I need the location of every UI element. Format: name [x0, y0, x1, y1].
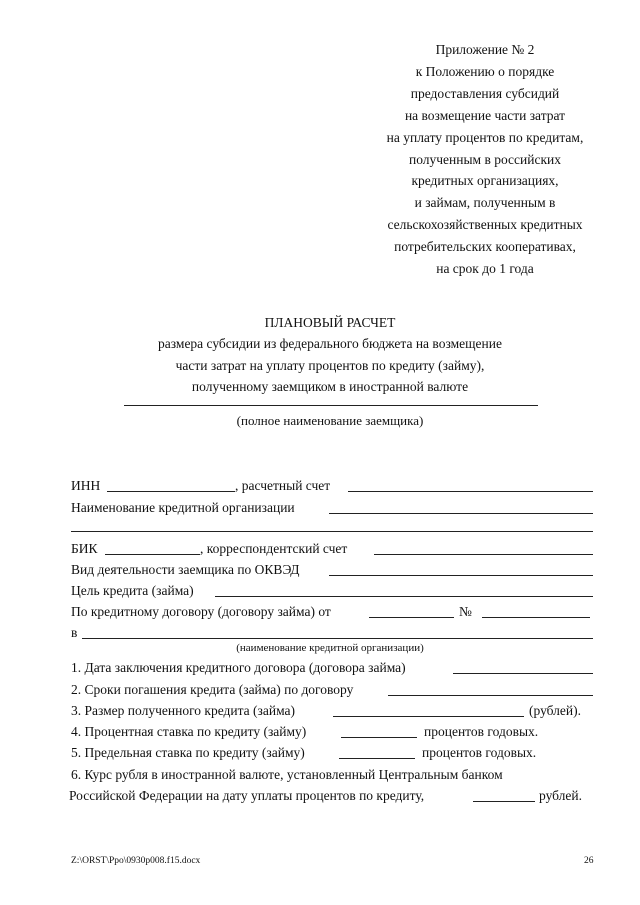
footer-file-path: Z:\ORST\Ppo\0930p008.f15.docx	[71, 856, 201, 866]
appendix-header	[335, 39, 635, 280]
title-line: части затрат на уплату процентов по кредиту (займу),	[175, 357, 485, 373]
purpose-field[interactable]	[215, 596, 593, 597]
credit-org-name-field[interactable]	[82, 638, 593, 639]
inn-row	[71, 477, 596, 495]
borrower-name-field[interactable]	[124, 405, 538, 406]
appendix-line: Приложение № 2	[435, 42, 535, 57]
credit-org-field[interactable]	[329, 513, 593, 514]
item-4-row	[71, 723, 596, 741]
item-6-suffix: рублей.	[539, 788, 583, 803]
item-5-label: 5. Предельная ставка по кредиту (займу)	[71, 745, 305, 760]
item-1-label: 1. Дата заключения кредитного договора (договора займа)	[71, 660, 406, 675]
account-field[interactable]	[348, 491, 593, 492]
account-label: , расчетный счет	[235, 478, 331, 493]
bik-field[interactable]	[105, 554, 200, 555]
purpose-row	[71, 582, 596, 600]
corr-account-label: , корреспондентский счет	[200, 541, 348, 556]
loan-amount-field[interactable]	[333, 716, 524, 717]
item-6-label-2: Российской Федерации на дату уплаты процентов по кредиту,	[69, 788, 425, 803]
title-line: размера субсидии из федерального бюджета на возмещение	[158, 336, 502, 352]
item-2-label: 2. Сроки погашения кредита (займа) по договору	[71, 682, 354, 697]
item-3-row	[71, 702, 596, 720]
item-4-suffix: процентов годовых.	[424, 724, 539, 739]
appendix-line: предоставления субсидий	[410, 85, 560, 101]
okved-label: Вид деятельности заемщика по ОКВЭД	[71, 562, 300, 577]
item-4-label: 4. Процентная ставка по кредиту (займу)	[71, 724, 307, 739]
max-rate-field[interactable]	[339, 758, 415, 759]
interest-rate-field[interactable]	[341, 737, 417, 738]
okved-row	[71, 561, 596, 579]
in-label: в	[71, 625, 78, 640]
purpose-label: Цель кредита (займа)	[71, 583, 194, 598]
bik-label: БИК	[71, 541, 98, 556]
inn-label: ИНН	[71, 478, 101, 493]
credit-org-name-row	[71, 624, 596, 642]
appendix-line: полученным в российских	[408, 151, 562, 167]
item-1-row	[71, 659, 596, 677]
credit-org-field-continuation[interactable]	[71, 531, 593, 532]
document-title	[60, 312, 600, 398]
inn-field[interactable]	[107, 491, 235, 492]
bik-row	[71, 540, 596, 558]
appendix-line: к Положению о порядке	[415, 63, 555, 79]
credit-org-label: Наименование кредитной организации	[71, 500, 295, 515]
contract-date-field[interactable]	[369, 617, 454, 618]
repayment-terms-field[interactable]	[388, 695, 593, 696]
footer-page-number: 26	[584, 856, 594, 866]
item-6-row	[71, 766, 596, 784]
appendix-line: на уплату процентов по кредитам,	[386, 129, 584, 145]
title-line: полученному заемщиком в иностранной валюте	[191, 379, 469, 395]
appendix-line: на возмещение части затрат	[404, 107, 566, 123]
item-6-row-2	[69, 787, 594, 805]
contract-label: По кредитному договору (договору займа) от	[71, 604, 331, 619]
contract-number-field[interactable]	[482, 617, 590, 618]
credit-org-name-caption: (наименование кредитной организации)	[236, 642, 424, 654]
item-2-row	[71, 681, 596, 699]
appendix-line: кредитных организациях,	[411, 173, 559, 189]
number-label: №	[459, 604, 472, 619]
contract-row	[71, 603, 596, 621]
appendix-line: на срок до 1 года	[436, 261, 534, 277]
appendix-line: и займам, полученным в	[414, 195, 556, 211]
exchange-rate-field[interactable]	[473, 801, 535, 802]
appendix-line: потребительских кооперативах,	[394, 239, 576, 255]
item-5-suffix: процентов годовых.	[422, 745, 537, 760]
appendix-line: сельскохозяйственных кредитных	[387, 217, 583, 233]
item-3-suffix: (рублей).	[529, 703, 581, 718]
credit-org-row	[71, 499, 596, 517]
contract-conclusion-date-field[interactable]	[453, 673, 593, 674]
title-heading: ПЛАНОВЫЙ РАСЧЕТ	[264, 315, 396, 330]
item-3-label: 3. Размер полученного кредита (займа)	[71, 703, 296, 718]
item-5-row	[71, 744, 596, 762]
corr-account-field[interactable]	[374, 554, 593, 555]
okved-field[interactable]	[329, 575, 593, 576]
borrower-name-caption: (полное наименование заемщика)	[236, 413, 424, 428]
item-6-label: 6. Курс рубля в иностранной валюте, установленный Центральным банком	[71, 767, 503, 782]
